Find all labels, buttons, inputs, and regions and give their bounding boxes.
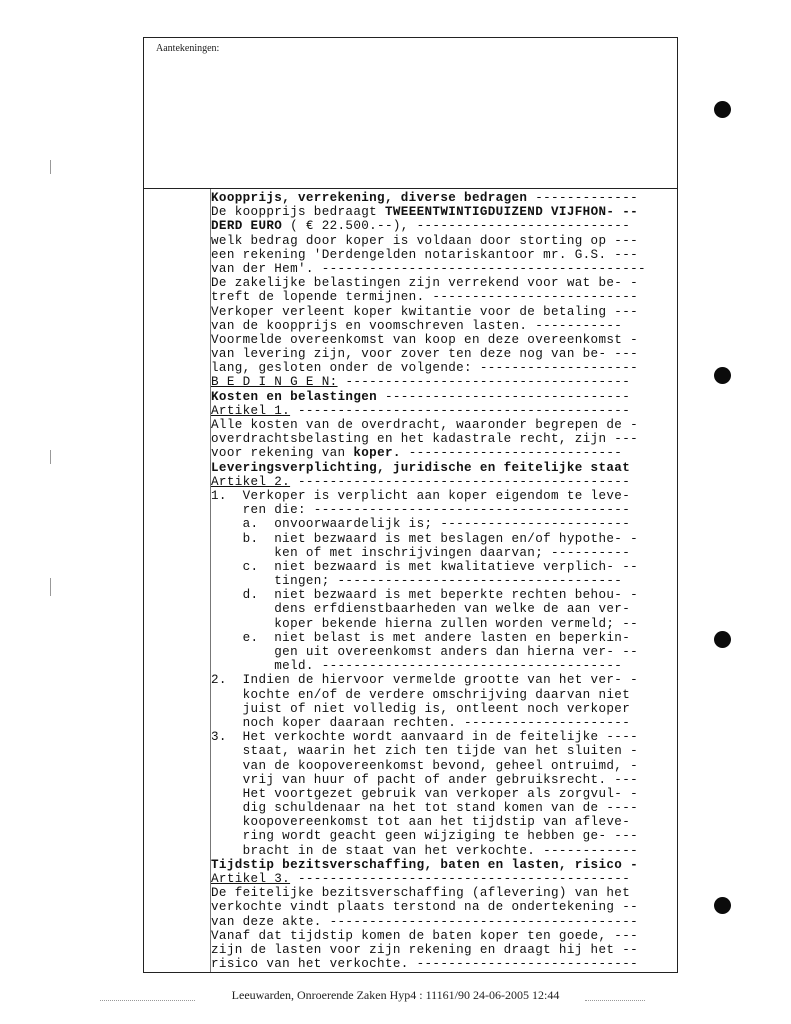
deed-line-segment: --------------------------- — [400, 446, 623, 461]
deed-line-segment: ken of met inschrijvingen daarvan; ---------- — [211, 545, 631, 560]
deed-line-segment: ------------------------------------------ — [290, 474, 631, 489]
deed-line-segment: d. niet bezwaard is met beperkte rechten behou- - — [211, 588, 639, 603]
deed-line-segment: ------------------------------------------ — [290, 872, 631, 886]
deed-line — [211, 730, 665, 744]
deed-line-segment: van de koopovereenkomst bevond, geheel ontruimd, - — [211, 758, 639, 773]
deed-line — [211, 702, 665, 716]
deed-line-segment: staat, waarin het zich ten tijde van het sluiten - — [211, 744, 639, 759]
deed-line-segment: gen uit overeenkomst anders dan hierna ver- -- — [211, 645, 639, 659]
notes-label: Aantekeningen: — [156, 43, 220, 54]
punch-hole-2 — [714, 367, 731, 384]
deed-line — [211, 872, 665, 886]
deed-line — [211, 319, 665, 333]
deed-line-segment: dens erfdienstbaarheden van welke de aan ver- — [211, 602, 631, 617]
deed-line-segment: Het voortgezet gebruik van verkoper als zorgvul- - — [211, 786, 639, 801]
deed-line-segment: verkochte vindt plaats terstond na de ondertekening -- — [211, 900, 639, 915]
deed-line-segment: overdrachtsbelasting en het kadastrale recht, zijn --- — [211, 432, 639, 447]
deed-line — [211, 446, 665, 460]
deed-line — [211, 333, 665, 347]
deed-line — [211, 532, 665, 546]
deed-line — [211, 844, 665, 858]
deed-line-segment: Verkoper verleent koper kwitantie voor de betaling --- — [211, 304, 639, 319]
deed-line — [211, 773, 665, 787]
deed-line-segment: koopovereenkomst tot aan het tijdstip van afleve- — [211, 815, 631, 830]
deed-line — [211, 375, 665, 389]
deed-line — [211, 546, 665, 560]
deed-line-segment: dig schuldenaar na het tot stand komen van de ---- — [211, 801, 639, 816]
deed-line — [211, 631, 665, 645]
deed-line-segment: juist of niet volledig is, ontleent noch verkoper — [211, 701, 631, 716]
deed-line — [211, 418, 665, 432]
punch-hole-4 — [714, 897, 731, 914]
deed-line-segment: risico van het verkochte. ---------------------------- — [211, 957, 639, 972]
deed-line — [211, 574, 665, 588]
deed-line-segment: Artikel 3. — [211, 872, 291, 886]
deed-line-segment: b. niet bezwaard is met beslagen en/of hypothe- - — [211, 531, 639, 546]
deed-line — [211, 716, 665, 730]
deed-line — [211, 801, 665, 815]
deed-line — [211, 191, 665, 205]
deed-line — [211, 673, 665, 687]
deed-line — [211, 915, 665, 929]
scan-mark — [50, 160, 51, 174]
deed-line — [211, 659, 665, 673]
deed-line — [211, 588, 665, 602]
deed-line-segment: tingen; ------------------------------------ — [211, 574, 623, 589]
deed-line-segment: ------------------------------- — [377, 389, 631, 404]
deed-line-segment: ------------- — [527, 191, 639, 205]
deed-line — [211, 347, 665, 361]
deed-line-segment: vrij van huur of pacht of ander gebruiksrecht. --- — [211, 772, 639, 787]
deed-line-segment: Kosten en belastingen — [211, 389, 378, 404]
deed-line — [211, 461, 665, 475]
deed-line — [211, 234, 665, 248]
deed-line-segment: ------------------------------------ — [337, 375, 631, 390]
deed-line — [211, 957, 665, 971]
deed-line — [211, 943, 665, 957]
deed-line-segment: bracht in de staat van het verkochte. ------------ — [211, 843, 639, 858]
deed-line — [211, 815, 665, 829]
deed-line-segment: 2. Indien de hiervoor vermelde grootte van het ver- - — [211, 673, 639, 688]
deed-line — [211, 305, 665, 319]
dotted-rule — [585, 1000, 645, 1002]
deed-line — [211, 602, 665, 616]
deed-line — [211, 489, 665, 503]
punch-hole-3 — [714, 631, 731, 648]
notes-box — [143, 37, 678, 188]
deed-line-segment: 1. Verkoper is verplicht aan koper eigendom te leve- — [211, 488, 631, 503]
deed-line — [211, 688, 665, 702]
deed-line — [211, 929, 665, 943]
footer-line: Leeuwarden, Onroerende Zaken Hyp4 : 11161/90 24-06-2005 12:44 — [231, 988, 560, 1002]
deed-text — [211, 191, 665, 971]
deed-line-segment: treft de lopende termijnen. -------------------------- — [211, 290, 639, 305]
deed-line-segment: van levering zijn, voor zover ten deze nog van be- --- — [211, 347, 639, 362]
deed-line-segment: Alle kosten van de overdracht, waaronder begrepen de - — [211, 418, 639, 432]
deed-line — [211, 219, 665, 233]
deed-line-segment: ring wordt geacht geen wijziging te hebben ge- --- — [211, 829, 639, 844]
deed-line-segment: meld. -------------------------------------- — [211, 659, 623, 674]
deed-line — [211, 560, 665, 574]
deed-line — [211, 744, 665, 758]
deed-line — [211, 900, 665, 914]
deed-line-segment: 3. Het verkochte wordt aanvaard in de feitelijke ---- — [211, 730, 639, 745]
deed-line-segment: Artikel 1. — [211, 403, 291, 418]
deed-line-segment: Voormelde overeenkomst van koop en deze overeenkomst - — [211, 332, 639, 347]
deed-line-segment: ------------------------------------------ — [290, 403, 631, 418]
deed-line — [211, 886, 665, 900]
deed-line-segment: B E D I N G E N: — [211, 375, 338, 390]
deed-line-segment: lang, gesloten onder de volgende: -------------------- — [211, 361, 639, 376]
deed-line-segment: een rekening 'Derdengelden notariskantoor mr. G.S. --- — [211, 247, 639, 262]
deed-line — [211, 858, 665, 872]
deed-line-segment: Leveringsverplichting, juridische en feitelijke staat — [211, 460, 631, 475]
deed-line-segment: voor rekening van — [211, 446, 354, 461]
deed-line-segment: Artikel 2. — [211, 474, 291, 489]
deed-line — [211, 503, 665, 517]
deed-line-segment: e. niet belast is met andere lasten en beperkin- — [211, 630, 631, 645]
punch-hole-1 — [714, 101, 731, 118]
deed-line — [211, 517, 665, 531]
deed-line — [211, 205, 665, 219]
deed-line-segment: De zakelijke belastingen zijn verrekend voor wat be- - — [211, 276, 639, 291]
deed-line-segment: kochte en/of de verdere omschrijving daarvan niet — [211, 687, 631, 702]
deed-line-segment: ren die: ---------------------------------------- — [211, 503, 631, 518]
deed-line — [211, 290, 665, 304]
deed-line — [211, 432, 665, 446]
scan-mark — [50, 578, 51, 596]
deed-line — [211, 787, 665, 801]
deed-line-segment: c. niet bezwaard is met kwalitatieve verplich- -- — [211, 559, 639, 574]
deed-line-segment: koper bekende hierna zullen worden vermeld; -- — [211, 616, 639, 631]
deed-line — [211, 262, 665, 276]
deed-line-segment: De koopprijs bedraagt — [211, 205, 385, 220]
deed-line-segment: Tijdstip bezitsverschaffing, baten en lasten, risico - — [211, 857, 639, 872]
deed-line — [211, 645, 665, 659]
deed-line-segment: welk bedrag door koper is voldaan door storting op --- — [211, 233, 639, 248]
deed-line — [211, 361, 665, 375]
deed-line — [211, 404, 665, 418]
deed-line-segment: Vanaf dat tijdstip komen de baten koper ten goede, --- — [211, 928, 639, 943]
scan-mark — [50, 450, 51, 464]
deed-line-segment: koper. — [353, 446, 401, 461]
deed-line-segment: Koopprijs, verrekening, diverse bedragen — [211, 191, 528, 205]
deed-line — [211, 617, 665, 631]
deed-line — [211, 475, 665, 489]
deed-line-segment: van der Hem'. ----------------------------------------- — [211, 261, 646, 276]
deed-line — [211, 759, 665, 773]
deed-line — [211, 829, 665, 843]
deed-text-box — [143, 188, 678, 973]
deed-line-segment: van deze akte. --------------------------------------- — [211, 914, 639, 929]
deed-line-segment: ( € 22.500.--), --------------------------- — [282, 219, 631, 234]
deed-line-segment: TWEEENTWINTIGDUIZEND VIJFHON- -- — [384, 205, 639, 220]
deed-line — [211, 276, 665, 290]
deed-line-segment: van de koopprijs en voomschreven lasten. ----------- — [211, 318, 623, 333]
deed-line — [211, 248, 665, 262]
deed-line-segment: zijn de lasten voor zijn rekening en draagt hij het -- — [211, 942, 639, 957]
deed-line-segment: DERD EURO — [211, 219, 283, 234]
deed-line — [211, 390, 665, 404]
deed-line-segment: noch koper daaraan rechten. --------------------- — [211, 715, 631, 730]
deed-line-segment: De feitelijke bezitsverschaffing (aflevering) van het — [211, 886, 631, 901]
deed-line-segment: a. onvoorwaardelijk is; ------------------------ — [211, 517, 631, 532]
dotted-rule — [100, 1000, 195, 1002]
